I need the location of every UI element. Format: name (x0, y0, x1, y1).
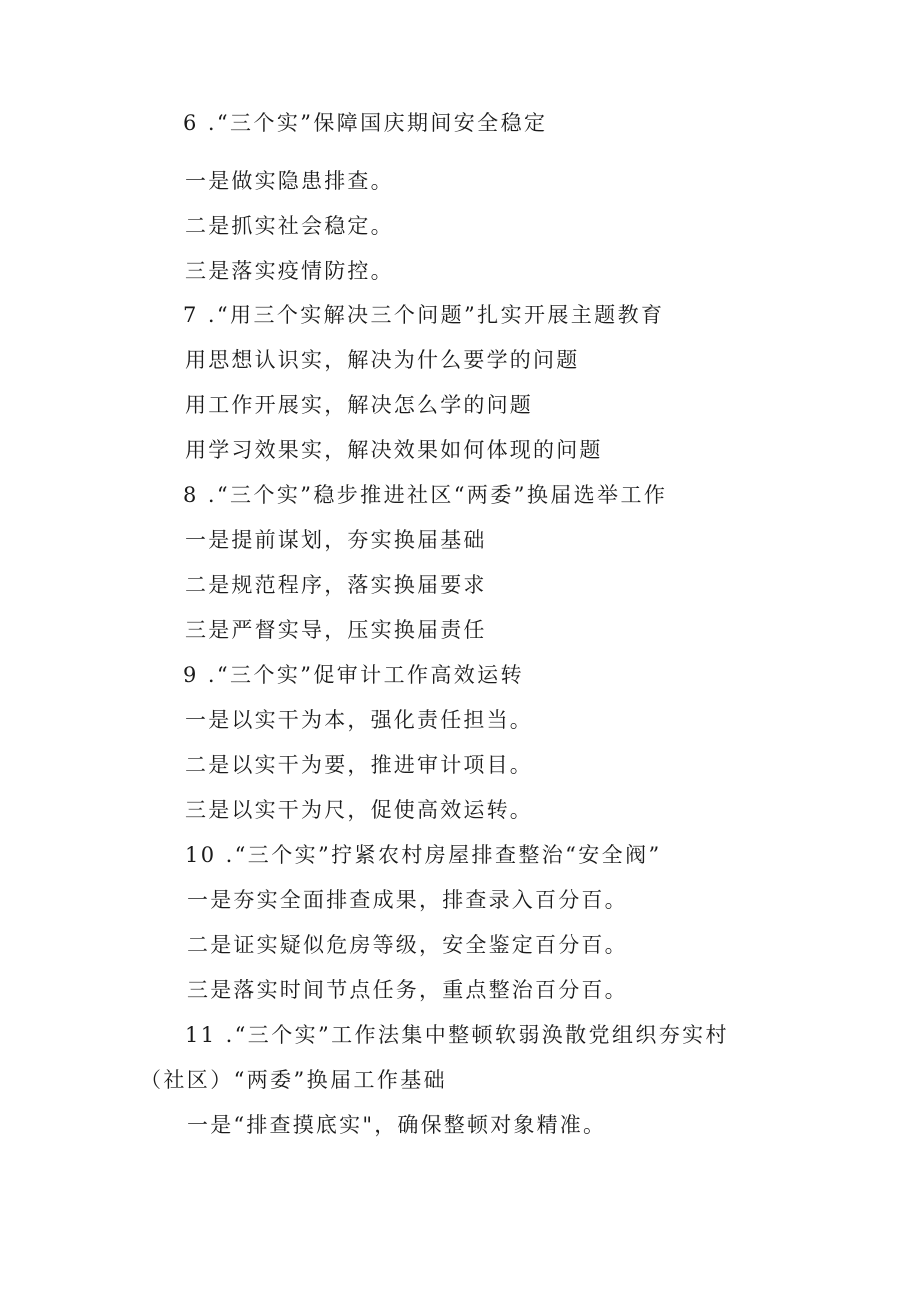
section-heading-10: 10 .“三个实”拧紧农村房屋排查整治“安全阀” (185, 843, 662, 867)
section-6-item-3: 三是落实疫情防控。 (185, 259, 394, 283)
section-8-item-3: 三是严督实导，压实换届责任 (185, 618, 487, 642)
section-heading-6: 6 .“三个实”保障国庆期间安全稳定 (183, 111, 548, 135)
section-heading-9: 9 .“三个实”促审计工作高效运转 (183, 663, 524, 687)
section-8-item-2: 二是规范程序，落实换届要求 (185, 573, 487, 597)
section-heading-11: 11 .“三个实”工作法集中整顿软弱涣散党组织夯实村 (185, 1023, 729, 1047)
section-10-item-1: 一是夯实全面排查成果，排查录入百分百。 (187, 888, 628, 912)
section-heading-8: 8 .“三个实”稳步推进社区“两委”换届选举工作 (183, 483, 668, 507)
section-9-item-1: 一是以实干为本，强化责任担当。 (185, 708, 533, 732)
section-7-item-1: 用思想认识实，解决为什么要学的问题 (185, 348, 580, 372)
section-7-item-2: 用工作开展实，解决怎么学的问题 (185, 393, 533, 417)
section-11-item-1: 一是“排查摸底实"，确保整顿对象精准。 (187, 1113, 607, 1137)
section-6-item-2: 二是抓实社会稳定。 (185, 214, 394, 238)
section-10-item-3: 三是落实时间节点任务，重点整治百分百。 (187, 978, 628, 1002)
section-heading-7: 7 .“用三个实解决三个问题”扎实开展主题教育 (183, 303, 665, 327)
section-heading-11-continued: （社区）“两委”换届工作基础 (140, 1068, 448, 1092)
section-9-item-2: 二是以实干为要，推进审计项目。 (185, 753, 533, 777)
section-6-item-1: 一是做实隐患排查。 (185, 169, 394, 193)
section-9-item-3: 三是以实干为尺，促使高效运转。 (185, 798, 533, 822)
section-10-item-2: 二是证实疑似危房等级，安全鉴定百分百。 (187, 933, 628, 957)
section-8-item-1: 一是提前谋划，夯实换届基础 (185, 528, 487, 552)
section-7-item-3: 用学习效果实，解决效果如何体现的问题 (185, 438, 603, 462)
